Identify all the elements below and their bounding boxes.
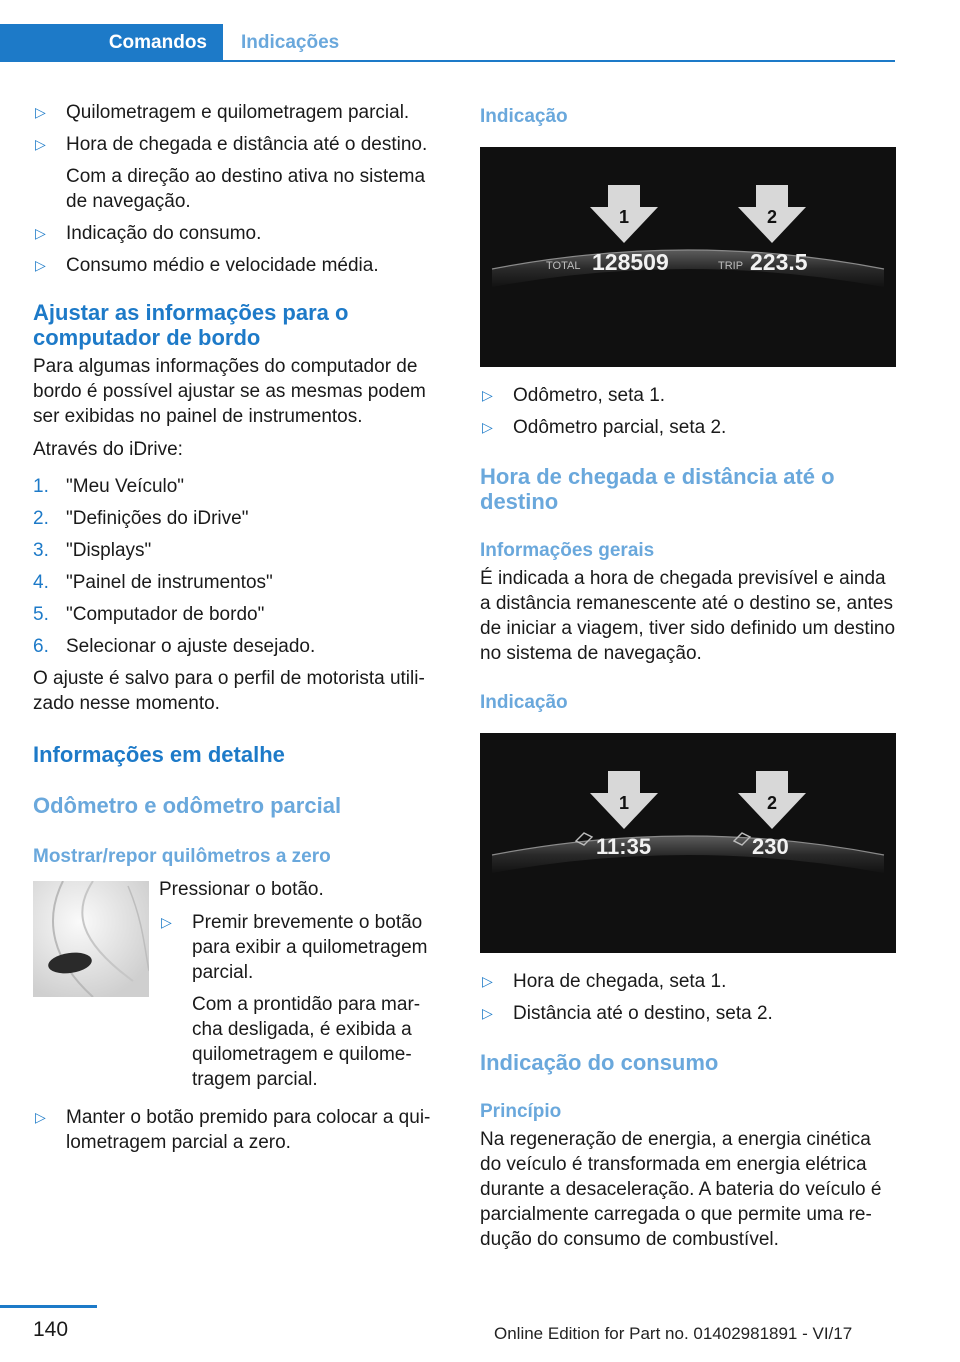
arrow-1-label: 1	[618, 793, 630, 813]
triangle-bullet-icon: ▷	[35, 104, 46, 120]
trip-value: 223.5	[750, 249, 808, 275]
list-item: ▷ Hora de chegada e distância até o destino. Com a direção ao destino ativa no sistema de navegação.	[35, 134, 428, 212]
list-item: ▷ Odômetro parcial, seta 2.	[482, 417, 727, 438]
para-adjust: Para algumas informações do computador de bordo é possível ajustar se as mesmas podem ser exibidas no painel de instrumentos.	[33, 356, 426, 427]
reset-text	[159, 877, 443, 1092]
list-item: ▷ Quilometragem e quilometragem parcial.	[35, 102, 410, 123]
heading-indicacao-2: Indicação	[480, 692, 568, 713]
tab-indicacoes[interactable]: Indicações	[241, 32, 340, 53]
step-item: 3. "Displays"	[33, 540, 152, 561]
heading-principle: Princípio	[480, 1101, 562, 1122]
total-label: TOTAL	[546, 260, 581, 272]
triangle-bullet-icon: ▷	[35, 136, 46, 152]
press-button: Pressionar o botão.	[159, 879, 324, 900]
triangle-bullet-icon: ▷	[482, 419, 493, 435]
page-number: 140	[33, 1318, 69, 1341]
heading-arrival: Hora de chegada e distância até o destino	[480, 464, 835, 514]
right-column	[480, 100, 896, 1260]
list-item: ▷ Hora de chegada, seta 1.	[482, 971, 727, 992]
footer-rule	[0, 1305, 97, 1308]
list-item: ▷ Manter o botão premido para colocar a quilometragem parcial a zero.	[35, 1107, 431, 1153]
header-rule	[0, 60, 895, 62]
trip-label: TRIP	[718, 260, 744, 272]
step-item: 5. "Computador de bordo"	[33, 604, 265, 625]
edition-note: Online Edition for Part no. 01402981891 - VI/17	[494, 1324, 853, 1343]
list-item: ▷ Distância até o destino, seta 2.	[482, 1003, 773, 1024]
triangle-bullet-icon: ▷	[482, 1005, 493, 1021]
triangle-bullet-icon: ▷	[35, 257, 46, 273]
page-header	[0, 24, 895, 62]
hold-list	[33, 1105, 443, 1155]
left-column	[33, 100, 443, 1162]
triangle-bullet-icon: ▷	[35, 1109, 46, 1125]
reset-section	[33, 877, 443, 1107]
list-item: ▷ Indicação do consumo.	[35, 223, 262, 244]
para-principle: Na regeneração de energia, a energia cinética do veículo é transformada em energia elétrica durante a desaceleração. A bateria do veículo é parcialmente carregada o que permite uma redução do consumo de combustível.	[480, 1129, 882, 1250]
arrow-2-label: 2	[766, 793, 778, 813]
arrival-display-image	[480, 733, 896, 953]
distance-value: 230	[752, 834, 789, 859]
triangle-bullet-icon: ▷	[482, 973, 493, 989]
feature-list	[33, 100, 443, 278]
step-item: 4. "Painel de instrumentos"	[33, 572, 273, 593]
list-item: ▷ Consumo médio e velocidade média.	[35, 255, 379, 276]
tab-comandos[interactable]: Comandos	[0, 24, 223, 62]
list-item: ▷ Odômetro, seta 1.	[482, 385, 666, 406]
step-item: 6. Selecionar o ajuste desejado.	[33, 636, 316, 657]
press-list	[159, 910, 443, 1092]
triangle-bullet-icon: ▷	[161, 914, 172, 930]
heading-odometer: Odômetro e odômetro parcial	[33, 793, 342, 818]
para-general: É indicada a hora de chegada previsível e ainda a distância remanescente até o destino se, antes de iniciar a viagem, tiver sido definido um destino no sistema de navegação.	[480, 568, 896, 664]
para-idrive: Através do iDrive:	[33, 439, 183, 460]
step-item: 2. "Definições do iDrive"	[33, 508, 249, 529]
arrow-2-label: 2	[766, 207, 778, 227]
arrow-1-label: 1	[618, 207, 630, 227]
triangle-bullet-icon: ▷	[35, 225, 46, 241]
heading-details: Informações em detalhe	[33, 742, 285, 767]
display2-list	[480, 969, 896, 1026]
total-value: 128509	[592, 249, 669, 275]
step-item: 1. "Meu Veículo"	[33, 476, 185, 497]
heading-consumption: Indicação do consumo	[480, 1050, 719, 1075]
arrival-time-value: 11:35	[596, 834, 652, 859]
trip-button-icon	[33, 881, 149, 997]
heading-general: Informações gerais	[480, 540, 655, 561]
para-saved: O ajuste é salvo para o perfil de motorista utilizado nesse momento.	[33, 668, 425, 714]
list-item: ▷ Premir brevemente o botão para exibir a quilometragem parcial. Com a prontidão para marcha desligada, é exibida a quilometragem e quilometragem parcial.	[161, 912, 428, 1090]
heading-indicacao-1: Indicação	[480, 106, 568, 127]
heading-reset: Mostrar/repor quilômetros a zero	[33, 846, 331, 867]
odometer-button-photo	[33, 881, 149, 997]
steps-list	[33, 474, 443, 659]
display1-list	[480, 383, 896, 440]
heading-adjust: Ajustar as informações para o computador de bordo	[33, 300, 349, 350]
odometer-display-image	[480, 147, 896, 367]
triangle-bullet-icon: ▷	[482, 387, 493, 403]
